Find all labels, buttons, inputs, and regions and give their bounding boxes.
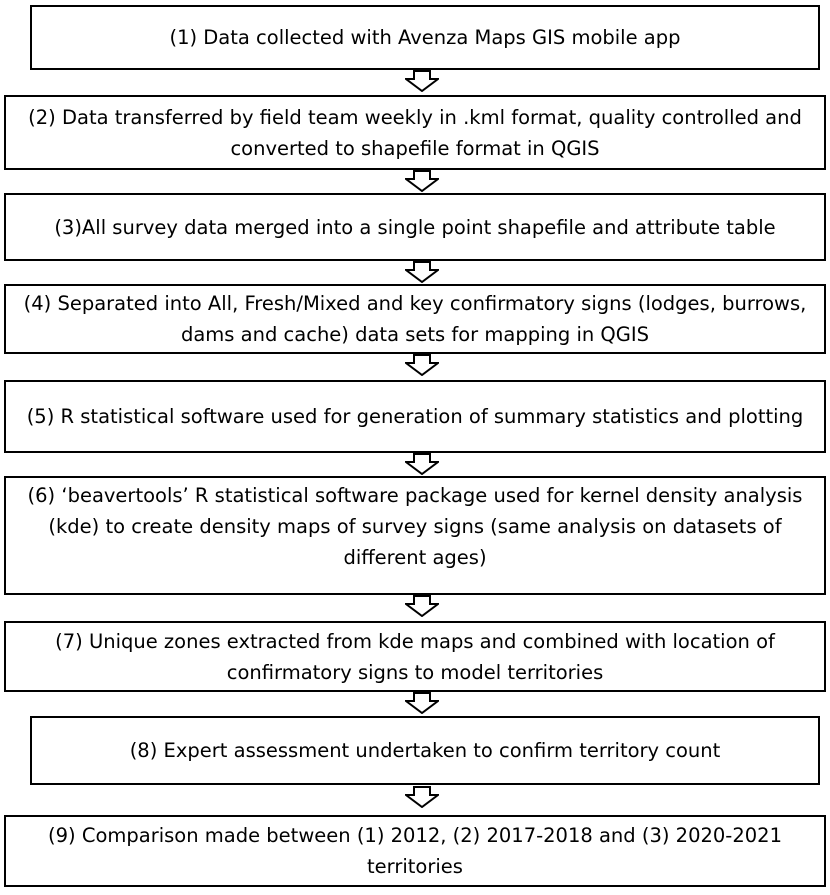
down-arrow-icon — [405, 354, 439, 376]
step-7-box — [4, 621, 826, 692]
step-2-box — [4, 95, 826, 170]
step-1-label: (1) Data collected with Avenza Maps GIS mobile app — [169, 26, 681, 49]
down-arrow-icon — [405, 692, 439, 714]
step-6-box — [4, 476, 826, 595]
down-arrow-icon — [405, 786, 439, 808]
down-arrow-icon — [405, 70, 439, 92]
step-5-label: (5) R statistical software used for generation of summary statistics and plotting — [26, 405, 804, 428]
down-arrow-icon — [405, 453, 439, 475]
step-5-box — [4, 380, 826, 453]
step-3-box — [4, 193, 826, 261]
step-3-label: (3)All survey data merged into a single point shapefile and attribute table — [54, 215, 776, 239]
step-2-label: (2) Data transferred by field team weekly in .kml format, quality controlled and converted to shapefile format in QGIS — [28, 105, 802, 160]
step-9-label: (9) Comparison made between (1) 2012, (2) 2017-2018 and (3) 2020-2021 territories — [48, 824, 782, 878]
down-arrow-icon — [405, 595, 439, 617]
step-9-box — [4, 815, 826, 887]
down-arrow-icon — [405, 261, 439, 283]
step-4-label: (4) Separated into All, Fresh/Mixed and key confirmatory signs (lodges, burrows, dams and cache) data sets for mapping in QGIS — [23, 292, 807, 346]
step-7-label: (7) Unique zones extracted from kde maps and combined with location of confirmatory signs to model territories — [55, 629, 775, 684]
step-8-label: (8) Expert assessment undertaken to confirm territory count — [129, 739, 721, 762]
step-1-box — [30, 5, 820, 70]
step-4-box — [4, 284, 826, 354]
step-6-label: (6) ‘beavertools’ R statistical software package used for kernel density analysis (kde) to create density maps of survey signs (same analysis on datasets of different ages) — [27, 484, 803, 569]
down-arrow-icon — [405, 170, 439, 192]
step-8-box — [30, 716, 820, 785]
